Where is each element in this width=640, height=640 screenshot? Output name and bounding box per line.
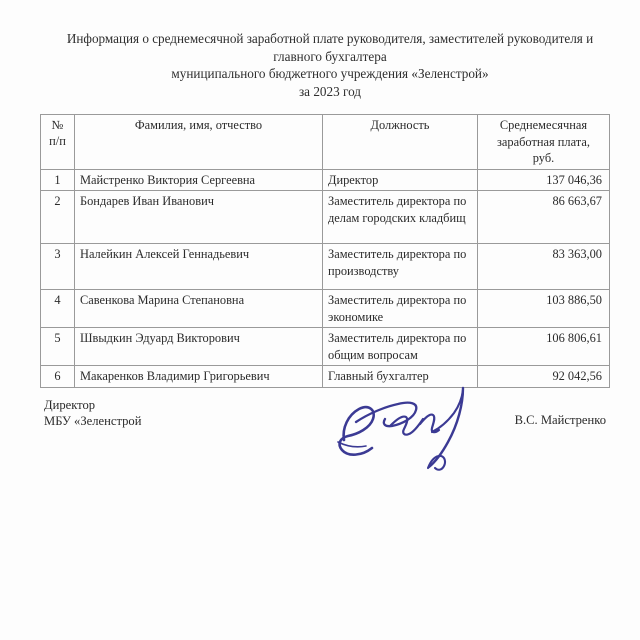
column-header-salary-line2: заработная плата,	[497, 134, 590, 149]
cell-position: Заместитель директора по делам городских кладбищ	[323, 191, 478, 244]
cell-number: 2	[41, 191, 75, 244]
cell-salary: 106 806,61	[478, 328, 610, 366]
cell-name: Макаренков Владимир Григорьевич	[75, 366, 323, 388]
signatory-name: В.С. Майстренко	[514, 413, 606, 427]
table-header	[41, 115, 610, 170]
title-line-2: главного бухгалтера	[273, 48, 387, 64]
signatory-role-line1: Директор	[44, 398, 96, 412]
table-body	[41, 169, 610, 387]
cell-salary: 137 046,36	[478, 169, 610, 191]
title-line-4: за 2023 год	[298, 83, 362, 99]
column-header-salary	[478, 115, 610, 170]
column-header-name: Фамилия, имя, отчество	[75, 115, 323, 170]
cell-name: Налейкин Алексей Геннадьевич	[75, 244, 323, 290]
column-header-number-line2: п/п	[49, 134, 66, 148]
signatory-role-line2: МБУ «Зеленстрой	[44, 413, 142, 428]
title-line-1: Информация о среднемесячной заработной плате руководителя, заместителей руководителя и	[66, 31, 594, 46]
cell-position: Главный бухгалтер	[323, 366, 478, 388]
table-row	[41, 328, 610, 366]
cell-name: Бондарев Иван Иванович	[75, 191, 323, 244]
cell-number: 5	[41, 328, 75, 366]
table-row	[41, 366, 610, 388]
column-header-number-line1: №	[51, 118, 64, 132]
cell-number: 4	[41, 290, 75, 328]
cell-salary: 103 886,50	[478, 290, 610, 328]
cell-salary: 92 042,56	[478, 366, 610, 388]
table-row	[41, 244, 610, 290]
column-header-number	[41, 115, 75, 170]
cell-position: Директор	[323, 169, 478, 191]
cell-number: 1	[41, 169, 75, 191]
column-header-position: Должность	[323, 115, 478, 170]
salary-table	[40, 114, 610, 388]
cell-salary: 83 363,00	[478, 244, 610, 290]
signature-block	[44, 398, 609, 438]
cell-position: Заместитель директора по экономике	[323, 290, 478, 328]
cell-position: Заместитель директора по общим вопросам	[323, 328, 478, 366]
signatory-role	[44, 398, 141, 429]
cell-name: Савенкова Марина Степановна	[75, 290, 323, 328]
cell-number: 3	[41, 244, 75, 290]
document-title	[44, 30, 616, 100]
cell-salary: 86 663,67	[478, 191, 610, 244]
table-row	[41, 169, 610, 191]
column-header-salary-line3: руб.	[532, 151, 555, 165]
cell-number: 6	[41, 366, 75, 388]
table-header-row	[41, 115, 610, 170]
cell-position: Заместитель директора по производству	[323, 244, 478, 290]
handwritten-signature-icon	[332, 382, 482, 477]
cell-name: Майстренко Виктория Сергеевна	[75, 169, 323, 191]
table-row	[41, 191, 610, 244]
cell-name: Швыдкин Эдуард Викторович	[75, 328, 323, 366]
column-header-salary-line1: Среднемесячная	[499, 118, 588, 132]
table-row	[41, 290, 610, 328]
title-line-3: муниципального бюджетного учреждения «Зеленстрой»	[171, 66, 489, 81]
